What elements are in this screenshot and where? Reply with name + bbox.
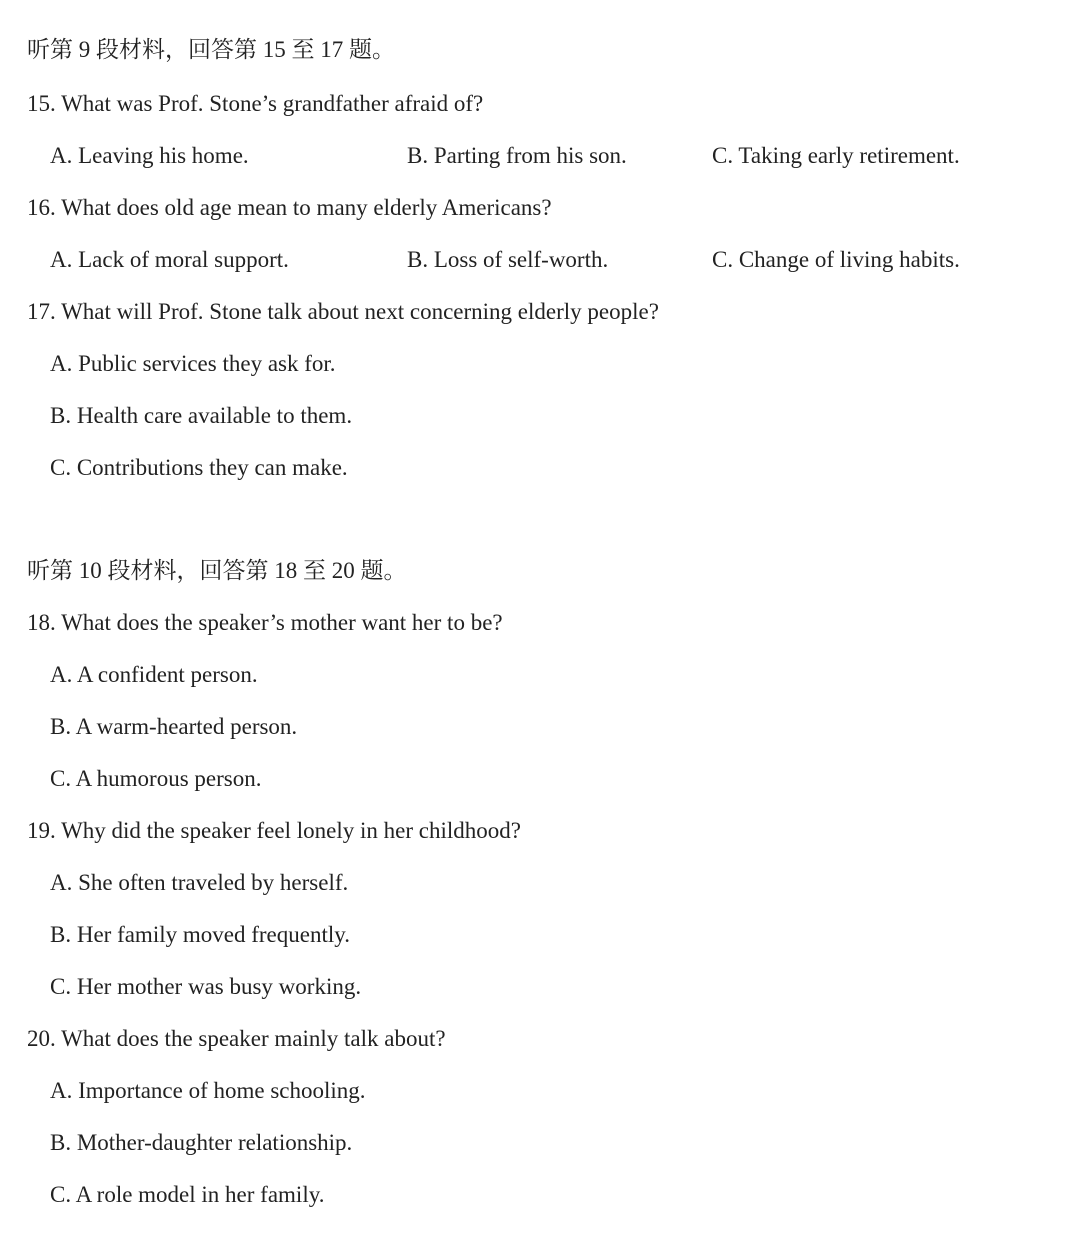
option-15-a: A. Leaving his home.: [50, 143, 249, 168]
question-15: 15. What was Prof. Stone’s grandfather afraid of?: [27, 91, 484, 116]
option-18-a: A. A confident person.: [50, 662, 258, 687]
question-19: 19. Why did the speaker feel lonely in her childhood?: [27, 818, 521, 843]
option-18-b: B. A warm-hearted person.: [50, 714, 298, 739]
option-19-b: B. Her family moved frequently.: [50, 922, 350, 947]
option-18-c: C. A humorous person.: [50, 766, 262, 791]
question-17: 17. What will Prof. Stone talk about next concerning elderly people?: [27, 299, 659, 324]
option-17-a: A. Public services they ask for.: [50, 351, 336, 376]
option-20-b: B. Mother-daughter relationship.: [50, 1130, 353, 1155]
question-18: 18. What does the speaker’s mother want her to be?: [27, 610, 503, 635]
option-20-c: C. A role model in her family.: [50, 1182, 325, 1207]
option-15-b: B. Parting from his son.: [407, 143, 627, 168]
option-16-a: A. Lack of moral support.: [50, 247, 289, 272]
question-20: 20. What does the speaker mainly talk about?: [27, 1026, 446, 1051]
section-heading: 听第 10 段材料，回答第 18 至 20 题。: [27, 558, 407, 583]
option-17-b: B. Health care available to them.: [50, 403, 353, 428]
option-15-c: C. Taking early retirement.: [712, 143, 960, 168]
option-16-c: C. Change of living habits.: [712, 247, 960, 272]
option-16-b: B. Loss of self-worth.: [407, 247, 609, 272]
option-19-c: C. Her mother was busy working.: [50, 974, 362, 999]
option-20-a: A. Importance of home schooling.: [50, 1078, 366, 1103]
option-19-a: A. She often traveled by herself.: [50, 870, 349, 895]
section-heading: 听第 9 段材料，回答第 15 至 17 题。: [27, 37, 395, 62]
question-16: 16. What does old age mean to many elderly Americans?: [27, 195, 552, 220]
option-17-c: C. Contributions they can make.: [50, 455, 348, 480]
